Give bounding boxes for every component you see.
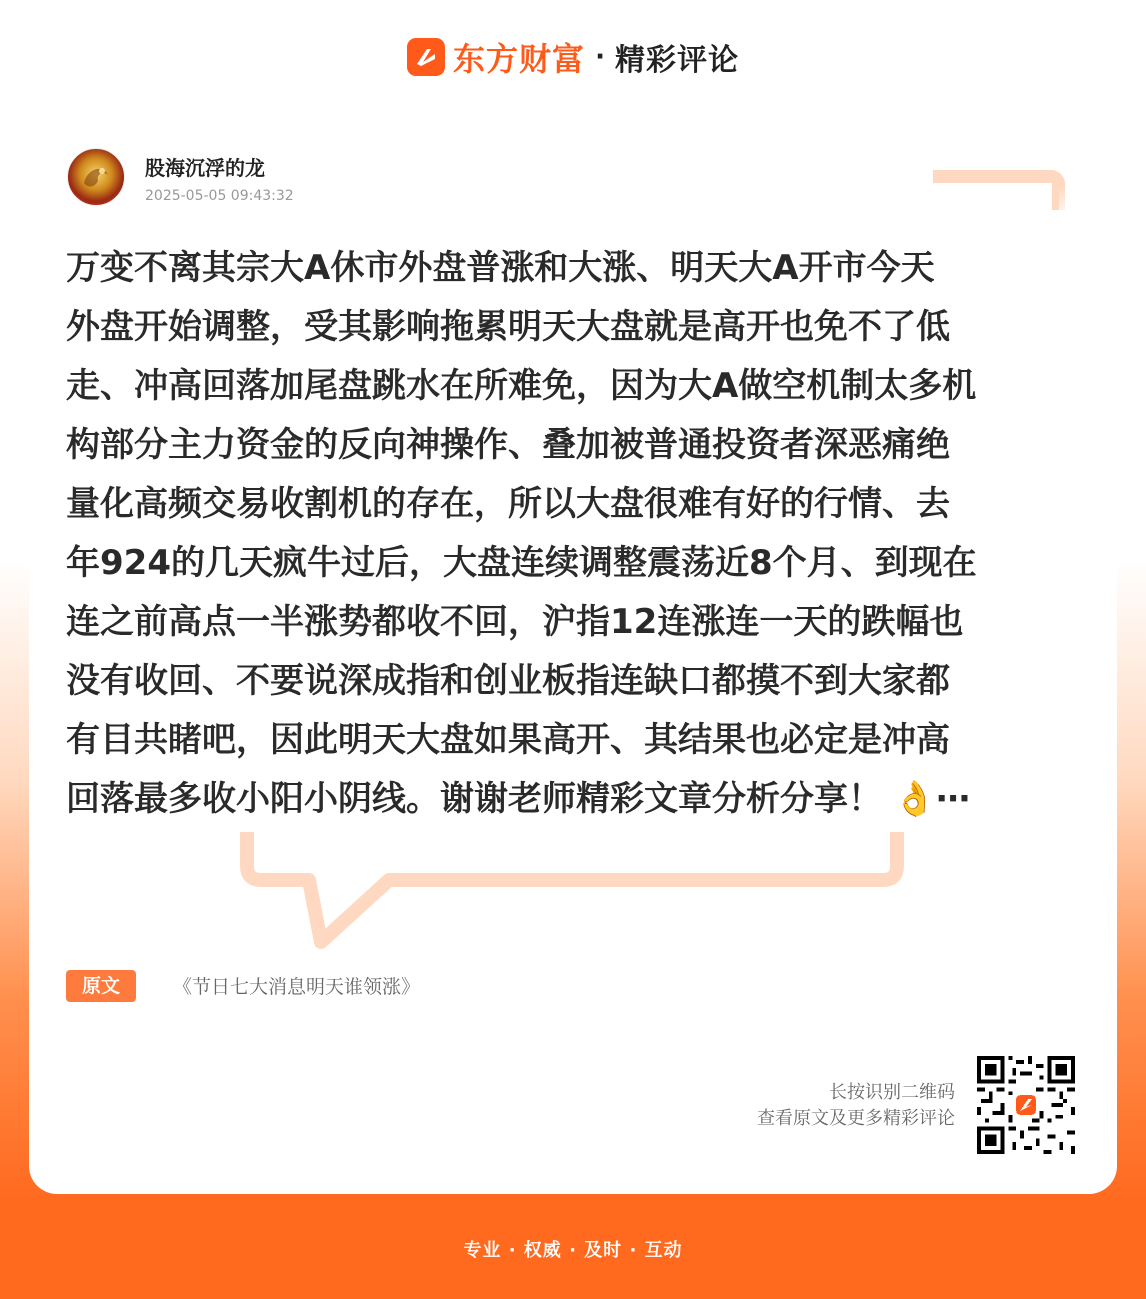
qr-code[interactable] [977, 1056, 1075, 1154]
quote-decoration-top [933, 170, 1065, 210]
qr-caption-line2: 查看原文及更多精彩评论 [757, 1108, 955, 1129]
speech-bubble-decoration [239, 832, 909, 957]
comment-text: 万变不离其宗大A休市外盘普涨和大涨、明天大A开市今天 外盘开始调整，受其影响拖累明天大盘就是高开也免不了低 走、冲高回落加尾盘跳水在所难免，因为大A做空机制太多机 构部分主力资金的反向神操作、叠加被普通投资者深恶痛绝 量化高频交易收割机的存在，所以大盘很难有好的行情、去 年924的几天疯牛过后，大盘连续调整震荡近8个月、到现在 连之前高点一半涨势都收不回，沪指12连涨连一天的跌幅也 没有收回、不要说深成指和创业板指连缺口都摸不到大家都 有目共睹吧，因此明天大盘如果高开、其结果也必定是冲高 回落最多收小阳小阴线。谢谢老师精彩文章分析分享！ 👌⋯ [66, 248, 977, 819]
header-separator: · [595, 42, 605, 72]
comment-card [29, 112, 1117, 1194]
source-article-link[interactable]: 《节日七大消息明天谁领涨》 [173, 976, 421, 998]
qr-caption-line1: 长按识别二维码 [829, 1082, 955, 1103]
qr-caption [757, 1080, 955, 1132]
footer-slogan: 专业 · 权威 · 及时 · 互动 [463, 1240, 683, 1261]
source-tag: 原文 [66, 970, 136, 1002]
quote-decoration-fade [1059, 184, 1089, 224]
author-name[interactable]: 股海沉浮的龙 [145, 156, 265, 180]
post-timestamp: 2025-05-05 09:43:32 [145, 188, 294, 204]
header-subtitle: 精彩评论 [614, 43, 739, 78]
brand-name: 东方财富 [453, 40, 586, 78]
avatar[interactable] [67, 148, 125, 206]
eastmoney-logo-icon [407, 38, 445, 76]
app-header [0, 34, 1146, 80]
